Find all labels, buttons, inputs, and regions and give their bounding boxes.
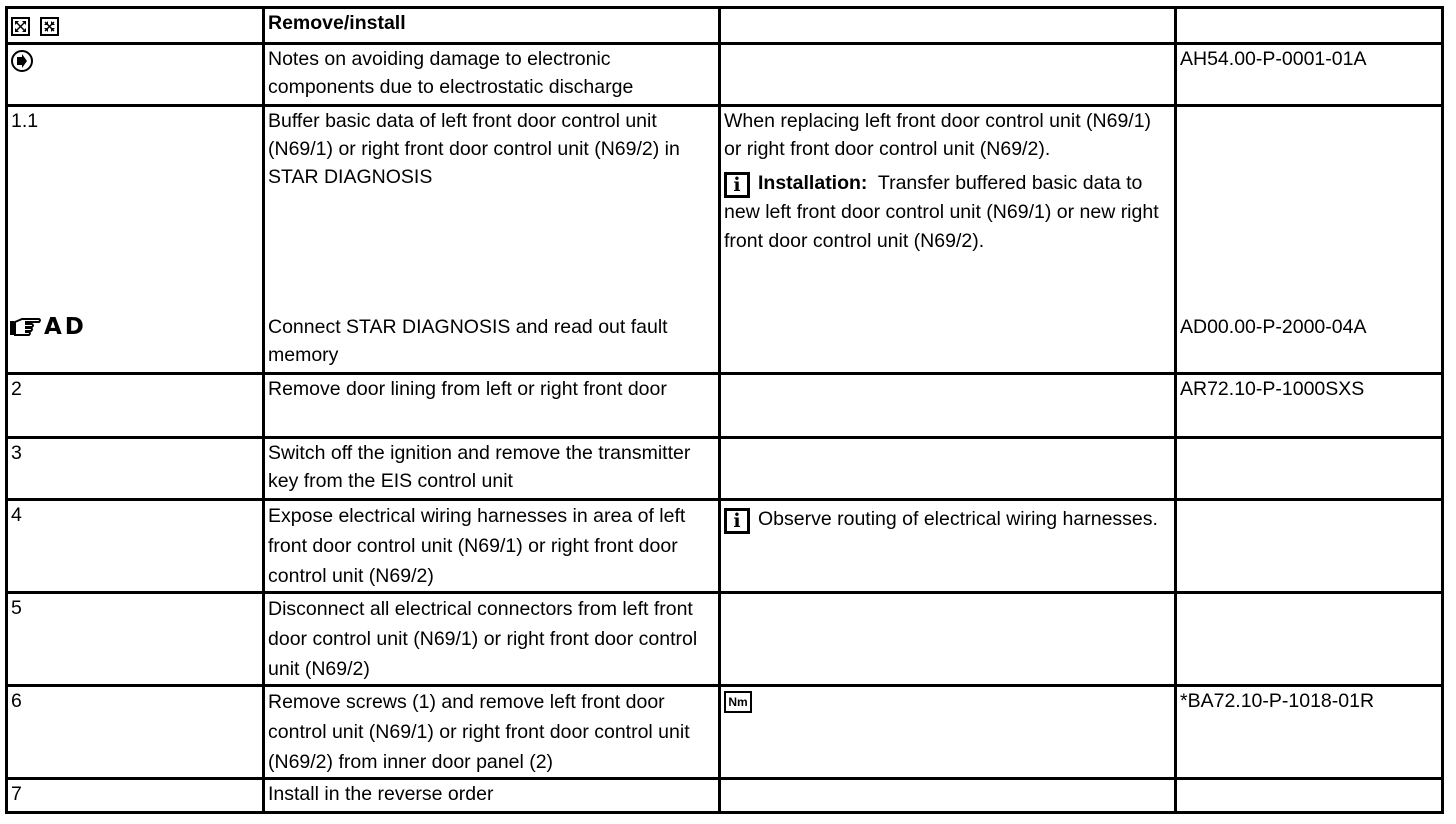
table-row (7, 106, 1443, 374)
step-text: Remove screws (1) and remove left front door control unit (N69/1) or right front door control unit (N69/2) from inner door panel (2) (264, 686, 720, 779)
note-cell (720, 438, 1176, 500)
step-text: Install in the reverse order (264, 779, 720, 813)
torque-nm-icon[interactable]: Nm (724, 691, 752, 713)
table-header-row (7, 8, 1443, 44)
esd-warning-icon (11, 50, 33, 72)
reference-cell (1176, 500, 1443, 593)
info-icon: i (724, 172, 750, 198)
header-title: Remove/install (264, 8, 720, 44)
info-note (724, 169, 1171, 256)
note-cell (720, 500, 1176, 593)
note-cell (720, 779, 1176, 813)
step-icon-cell (7, 44, 264, 106)
reference-link[interactable]: AH54.00-P-0001-01A (1176, 44, 1443, 106)
step-number: 6 (7, 686, 264, 779)
reference-link[interactable]: AR72.10-P-1000SXS (1176, 374, 1443, 438)
step-number: 4 (7, 500, 264, 593)
step-number: 2 (7, 374, 264, 438)
info-icon: i (724, 508, 750, 534)
pointing-hand-icon (8, 315, 42, 339)
note-cell (720, 686, 1176, 779)
note-cell (720, 106, 1176, 374)
reference-link[interactable]: AD00.00-P-2000-04A (1180, 316, 1367, 338)
header-empty-cell (720, 8, 1176, 44)
step-number: 1.1 (11, 110, 39, 132)
table-row (7, 593, 1443, 686)
table-row (7, 44, 1443, 106)
table-row (7, 779, 1443, 813)
expand-icon[interactable] (11, 17, 30, 36)
step-text: Remove door lining from left or right front door (264, 374, 720, 438)
step-number-cell (7, 106, 264, 374)
step-text: Disconnect all electrical connectors from left front door control unit (N69/1) or right front door control unit (N69/2) (264, 593, 720, 686)
step-text: Switch off the ignition and remove the transmitter key from the EIS control unit (264, 438, 720, 500)
table-row (7, 438, 1443, 500)
ad-marker (8, 313, 87, 341)
table-row (7, 500, 1443, 593)
ad-step-text: Connect STAR DIAGNOSIS and read out fault memory (268, 316, 668, 366)
step-text-cell (264, 106, 720, 374)
reference-cell (1176, 438, 1443, 500)
info-text: Transfer buffered basic data to new left front door control unit (N69/1) or new right front door control unit (N69/2). (724, 172, 1159, 252)
note-cell (720, 44, 1176, 106)
note-cell (720, 593, 1176, 686)
table-row (7, 686, 1443, 779)
note-cell (720, 374, 1176, 438)
step-text: Buffer basic data of left front door control unit (N69/1) or right front door control unit (N69/2) in STAR DIAGNOSIS (268, 110, 680, 188)
step-text: Notes on avoiding damage to electronic components due to electrostatic discharge (264, 44, 720, 106)
step-number: 5 (7, 593, 264, 686)
header-icons-cell (7, 8, 264, 44)
procedure-table (5, 6, 1444, 814)
collapse-icon[interactable] (40, 17, 59, 36)
reference-link[interactable]: *BA72.10-P-1018-01R (1176, 686, 1443, 779)
step-number: 7 (7, 779, 264, 813)
step-number: 3 (7, 438, 264, 500)
ad-label: AD (44, 314, 87, 340)
table-row (7, 374, 1443, 438)
reference-cell (1176, 593, 1443, 686)
reference-cell (1176, 106, 1443, 374)
info-label: Installation: (758, 172, 868, 194)
note-text: When replacing left front door control unit (N69/1) or right front door control unit (N69/2). (724, 110, 1152, 160)
reference-cell (1176, 779, 1443, 813)
step-text: Expose electrical wiring harnesses in area of left front door control unit (N69/1) or right front door control unit (N69/2) (264, 500, 720, 593)
info-text: Observe routing of electrical wiring harnesses. (758, 508, 1158, 530)
header-empty-cell (1176, 8, 1443, 44)
